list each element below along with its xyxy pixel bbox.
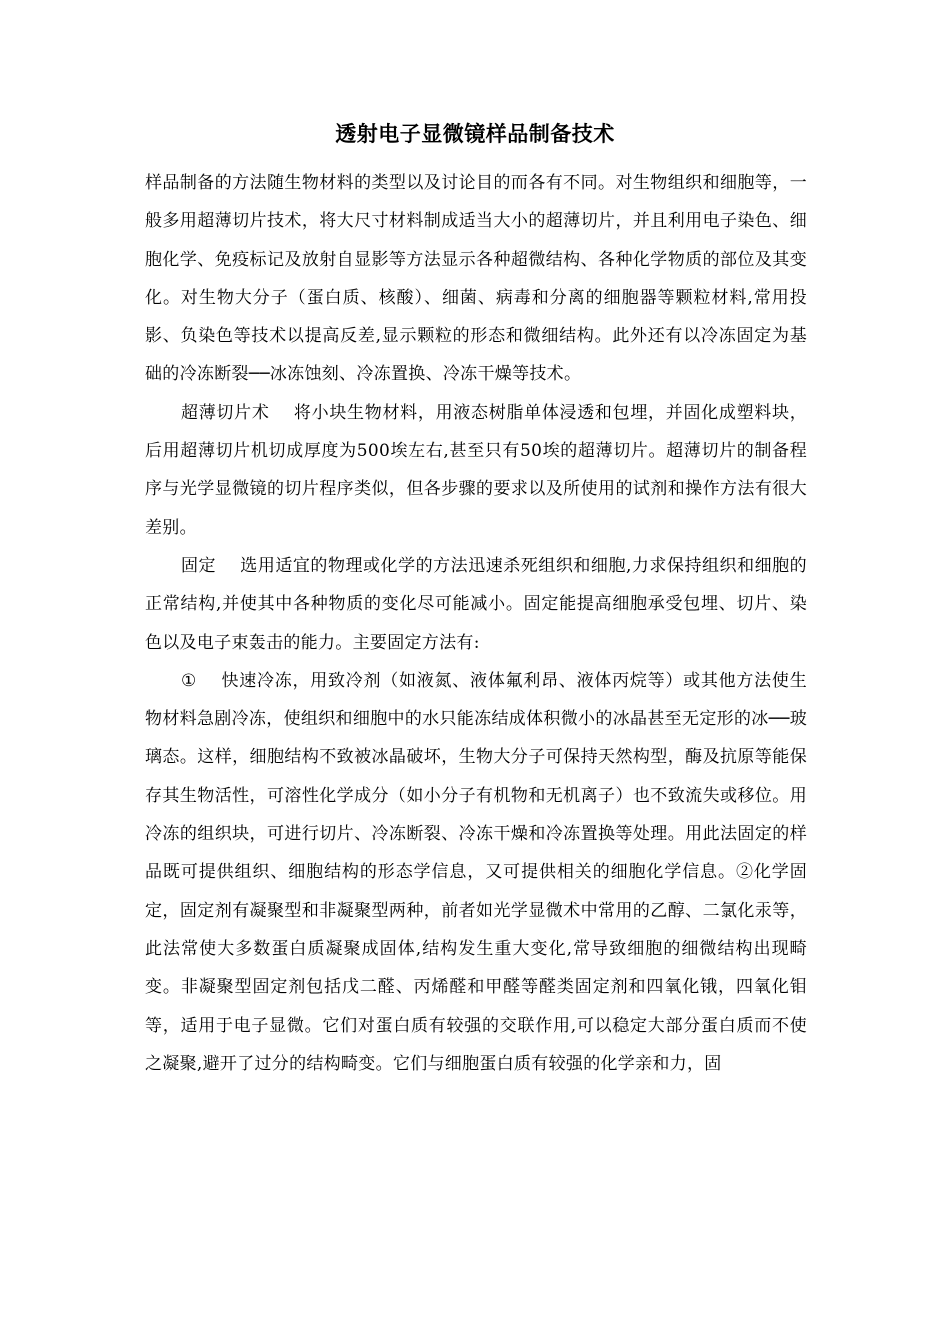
paragraph-ultrathin-sectioning <box>145 394 807 547</box>
document-title: 透射电子显微镜样品制备技术 <box>335 121 615 146</box>
paragraph-fixation-methods <box>145 662 807 1083</box>
section-heading-ultrathin: 超薄切片术 <box>181 402 270 423</box>
list-marker: ① <box>181 670 197 691</box>
section-body-fixation: 选用适宜的物理或化学的方法迅速杀死组织和细胞,力求保持组织和细胞的正常结构,并使其中各种物质的变化尽可能减小。固定能提高细胞承受包埋、切片、染色以及电子束轰击的能力。主要固定方法有: <box>145 555 807 653</box>
section-heading-fixation: 固定 <box>181 555 217 576</box>
section-body-ultrathin: 将小块生物材料，用液态树脂单体浸透和包埋，并固化成塑料块，后用超薄切片机切成厚度为500埃左右,甚至只有50埃的超薄切片。超薄切片的制备程序与光学显微镜的切片程序类似，但各步骤的要求以及所使用的试剂和操作方法有很大差别。 <box>145 402 807 538</box>
paragraph-intro: 样品制备的方法随生物材料的类型以及讨论目的而各有不同。对生物组织和细胞等，一般多用超薄切片技术，将大尺寸材料制成适当大小的超薄切片，并且利用电子染色、细胞化学、免疫标记及放射自显影等方法显示各种超微结构、各种化学物质的部位及其变化。对生物大分子（蛋白质、核酸）、细菌、病毒和分离的细胞器等颗粒材料,常用投影、负染色等技术以提高反差,显示颗粒的形态和微细结构。此外还有以冷冻固定为基础的冷冻断裂──冰冻蚀刻、冷冻置换、冷冻干燥等技术。 <box>145 173 807 385</box>
document-body <box>145 164 807 1083</box>
fixation-methods-body: 快速冷冻，用致冷剂（如液氮、液体氟利昂、液体丙烷等）或其他方法使生物材料急剧冷冻，使组织和细胞中的水只能冻结成体积微小的冰晶甚至无定形的冰──玻璃态。这样，细胞结构不致被冰晶破坏，生物大分子可保持天然构型，酶及抗原等能保存其生物活性，可溶性化学成分（如小分子有机物和无机离子）也不致流失或移位。用冷冻的组织块，可进行切片、冷冻断裂、冷冻干燥和冷冻置换等处理。用此法固定的样品既可提供组织、细胞结构的形态学信息，又可提供相关的细胞化学信息。②化学固定，固定剂有凝聚型和非凝聚型两种，前者如光学显微术中常用的乙醇、二氯化汞等，此法常使大多数蛋白质凝聚成固体,结构发生重大变化,常导致细胞的细微结构出现畸变。非凝聚型固定剂包括戊二醛、丙烯醛和甲醛等醛类固定剂和四氧化锇，四氧化钼等，适用于电子显微。它们对蛋白质有较强的交联作用,可以稳定大部分蛋白质而不使之凝聚,避开了过分的结构畸变。它们与细胞蛋白质有较强的化学亲和力，固 <box>145 670 807 1074</box>
paragraph-fixation <box>145 547 807 662</box>
